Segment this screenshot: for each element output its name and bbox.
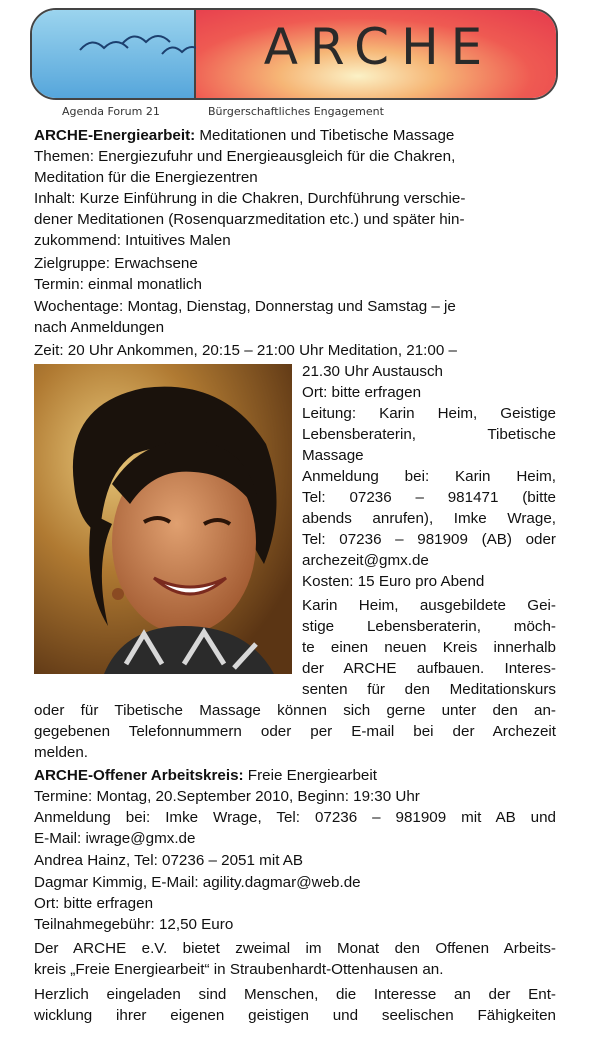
- text-line: te einen neuen Kreis innerhalb: [302, 639, 556, 656]
- text-line: Tel: 07236 – 981471 (bitte: [302, 489, 556, 506]
- text-line: Dagmar Kimmig, E-Mail: agility.dagmar@web.de: [34, 874, 361, 891]
- text-line: Inhalt: Kurze Einführung in die Chakren, Durchführung verschie-: [34, 190, 466, 207]
- section1-title-rest: Meditationen und Tibetische Massage: [195, 127, 455, 144]
- text-line: Herzlich eingeladen sind Menschen, die Interesse an der Ent-: [34, 986, 556, 1003]
- logo-title: ARCHE: [263, 18, 495, 76]
- text-line: Ort: bitte erfragen: [302, 384, 422, 401]
- banner-sky-panel: [32, 10, 196, 98]
- text-line: Der ARCHE e.V. bietet zweimal im Monat den Offenen Arbeits-: [34, 940, 556, 957]
- text-line: Wochentage: Montag, Dienstag, Donnerstag und Samstag – je: [34, 298, 456, 315]
- section1-title: ARCHE-Energiearbeit:: [34, 127, 196, 144]
- text-line: 21.30 Uhr Austausch: [302, 363, 443, 380]
- text-line: Teilnahmegebühr: 12,50 Euro: [34, 916, 234, 933]
- portrait-illustration: [34, 364, 292, 674]
- text-line: Meditation für die Energiezentren: [34, 169, 258, 186]
- portrait-photo: [34, 364, 292, 674]
- arche-banner: [30, 8, 558, 100]
- text-line: Anmeldung bei: Imke Wrage, Tel: 07236 – 981909 mit AB und: [34, 809, 556, 826]
- text-line: Lebensberaterin, Tibetische: [302, 426, 556, 443]
- text-line: kreis „Freie Energiearbeit“ in Straubenhardt-Ottenhausen an.: [34, 961, 444, 978]
- text-line: stige Lebensberaterin, möch-: [302, 618, 556, 635]
- text-line: Termine: Montag, 20.September 2010, Beginn: 19:30 Uhr: [34, 788, 420, 805]
- text-line: dener Meditationen (Rosenquarzmeditation etc.) und später hin-: [34, 211, 465, 228]
- section2-title-rest: Freie Energiearbeit: [243, 767, 377, 784]
- text-line: oder für Tibetische Massage können sich gerne unter den an-: [34, 702, 556, 719]
- text-line: Andrea Hainz, Tel: 07236 – 2051 mit AB: [34, 852, 304, 869]
- subtitle-engagement: Bürgerschaftliches Engagement: [208, 105, 384, 118]
- section1-heading: [34, 125, 556, 146]
- text-line: abends anrufen), Imke Wrage,: [302, 510, 556, 527]
- text-line: Zielgruppe: Erwachsene: [34, 255, 198, 272]
- text-line: der ARCHE aufbauen. Interes-: [302, 660, 556, 677]
- text-line: Massage: [302, 447, 364, 464]
- text-line: senten für den Meditationskurs: [302, 681, 556, 698]
- text-line: melden.: [34, 744, 89, 761]
- text-line: Kosten: 15 Euro pro Abend: [302, 573, 485, 590]
- text-line: Karin Heim, ausgebildete Gei-: [302, 597, 556, 614]
- text-line: Termin: einmal monatlich: [34, 276, 202, 293]
- text-line: gegebenen Telefonnummern oder per E-mail bei der Archezeit: [34, 723, 556, 740]
- subtitle-agenda: Agenda Forum 21: [62, 105, 160, 118]
- text-line: wicklung ihrer eigenen geistigen und seelischen Fähigkeiten: [34, 1007, 556, 1024]
- text-line: Themen: Energiezufuhr und Energieausgleich für die Chakren,: [34, 148, 456, 165]
- text-line: E-Mail: iwrage@gmx.de: [34, 830, 196, 847]
- text-line: Ort: bitte erfragen: [34, 895, 154, 912]
- section2-title: ARCHE-Offener Arbeitskreis:: [34, 767, 244, 784]
- text-line: Tel: 07236 – 981909 (AB) oder: [302, 531, 556, 548]
- text-line: Zeit: 20 Uhr Ankommen, 20:15 – 21:00 Uhr Meditation, 21:00 –: [34, 342, 457, 359]
- text-line: zukommend: Intuitives Malen: [34, 232, 231, 249]
- section2-heading: [34, 765, 556, 786]
- text-line: Leitung: Karin Heim, Geistige: [302, 405, 556, 422]
- text-line: Anmeldung bei: Karin Heim,: [302, 468, 556, 485]
- text-line: nach Anmeldungen: [34, 319, 165, 336]
- birds-icon: [76, 28, 206, 64]
- email-link: archezeit@gmx.de: [302, 552, 429, 569]
